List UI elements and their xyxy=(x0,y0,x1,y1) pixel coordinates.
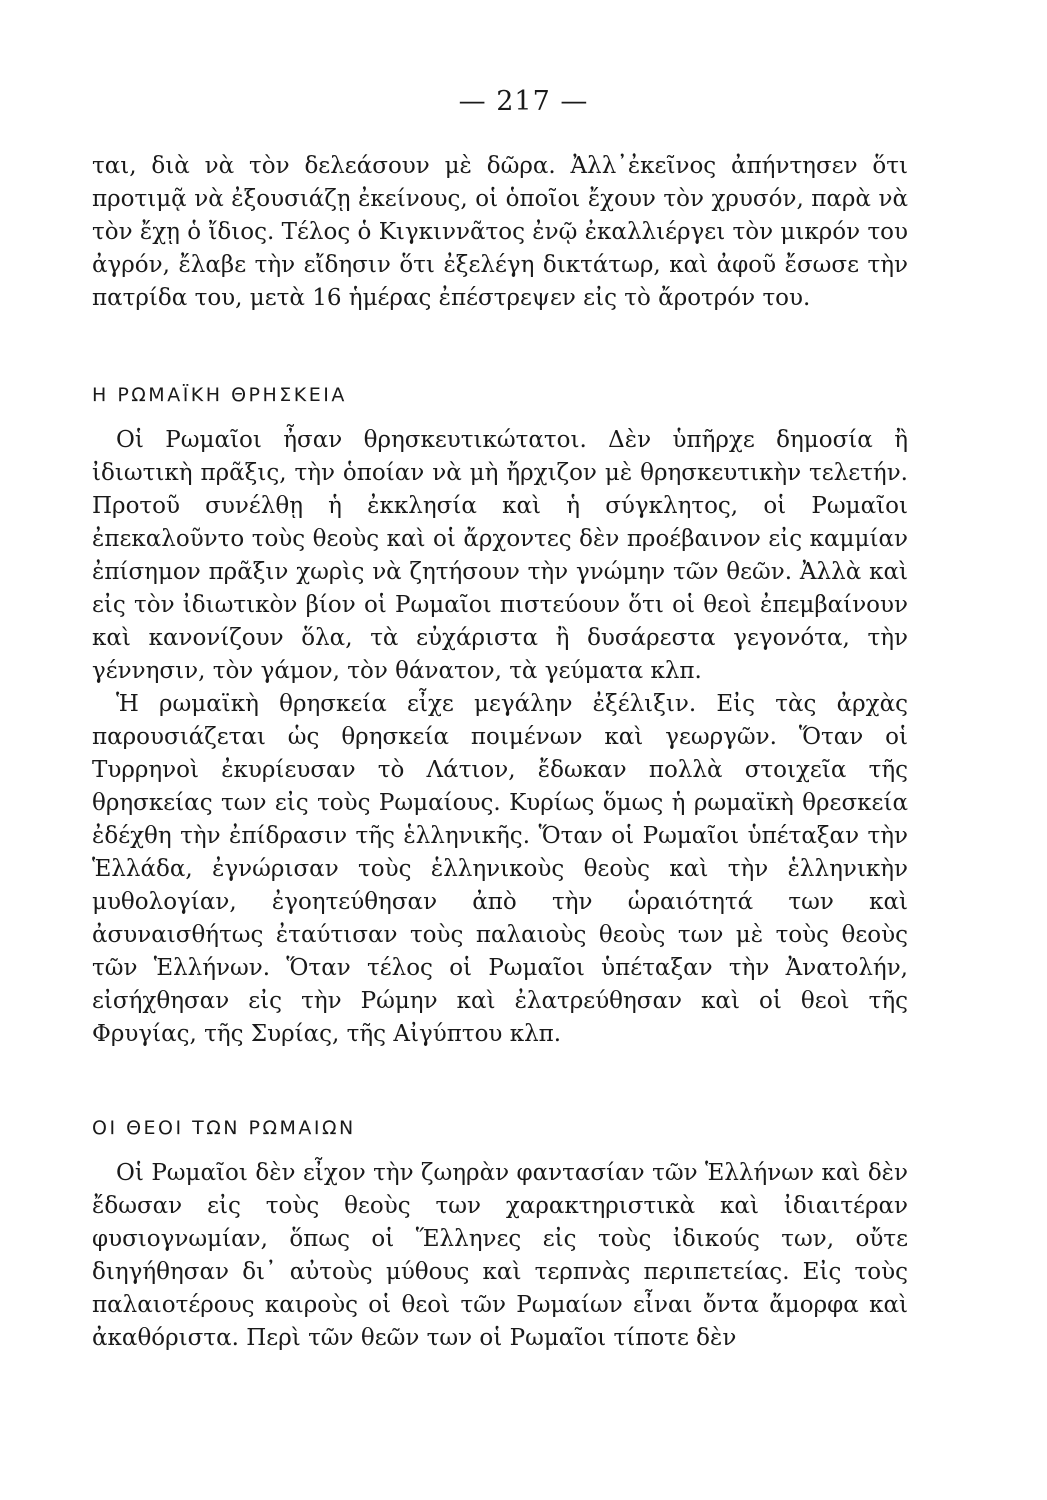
page-number: — 217 — xyxy=(458,86,589,117)
section-heading-roman-religion: Η ΡΩΜΑΪΚΗ ΘΡΗΣΚΕΙΑ xyxy=(92,384,347,406)
section-roman-gods xyxy=(92,1157,908,1355)
paragraph: ται, διὰ νὰ τὸν δελεάσουν μὲ δῶρα. Ἀλλ᾿ἐκεῖνος ἀπήντησεν ὅτι προτιμᾷ νὰ ἐξουσιάζῃ ἐκείνους, οἱ ὁποῖοι ἔχουν τὸν χρυσόν, παρὰ νὰ τὸν ἔχῃ ὁ ἴδιος. Τέλος ὁ Κιγκιννᾶτος ἐνῷ ἐκαλλιέργει τὸν μικρόν του ἀγρόν, ἔλαβε τὴν εἴδησιν ὅτι ἐξελέγη δικτάτωρ, καὶ ἀφοῦ ἔσωσε τὴν πατρίδα του, μετὰ 16 ἡμέρας ἐπέστρεψεν εἰς τὸ ἄροτρόν του. xyxy=(92,153,908,311)
section-heading-roman-gods: ΟΙ ΘΕΟΙ ΤΩΝ ΡΩΜΑΙΩΝ xyxy=(92,1117,356,1139)
section-intro xyxy=(92,150,908,315)
paragraph: Οἱ Ρωμαῖοι ἦσαν θρησκευτικώτατοι. Δὲν ὑπῆρχε δημοσία ἢ ἰδιωτικὴ πρᾶξις, τὴν ὁποίαν νὰ μὴ ἤρχιζον μὲ θρησκευτικὴν τελετήν. Προτοῦ συνέλθῃ ἡ ἐκκλησία καὶ ἡ σύγκλητος, οἱ Ρωμαῖοι ἐπεκαλοῦντο τοὺς θεοὺς καὶ οἱ ἄρχοντες δὲν προέβαινον εἰς καμμίαν ἐπίσημον πρᾶξιν χωρὶς νὰ ζητήσουν τὴν γνώμην τῶν θεῶν. Ἀλλὰ καὶ εἰς τὸν ἰδιωτικὸν βίον οἱ Ρωμαῖοι πιστεύουν ὅτι οἱ θεοὶ ἐπεμβαίνουν καὶ κανονίζουν ὅλα, τὰ εὐχάριστα ἢ δυσάρεστα γεγονότα, τὴν γέννησιν, τὸν γάμον, τὸν θάνατον, τὰ γεύματα κλπ. xyxy=(92,427,908,684)
paragraph: Οἱ Ρωμαῖοι δὲν εἶχον τὴν ζωηρὰν φαντασίαν τῶν Ἑλλήνων καὶ δὲν ἔδωσαν εἰς τοὺς θεοὺς των χαρακτηριστικὰ καὶ ἰδιαιτέραν φυσιογνωμίαν, ὅπως οἱ Ἕλληνες εἰς τοὺς ἰδικούς των, οὔτε διηγήθησαν δι᾿ αὐτοὺς μύθους καὶ τερπνὰς περιπετείας. Εἰς τοὺς παλαιοτέρους καιροὺς οἱ θεοὶ τῶν Ρωμαίων εἶναι ὄντα ἄμορφα καὶ ἀκαθόριστα. Περὶ τῶν θεῶν των οἱ Ρωμαῖοι τίποτε δὲν xyxy=(92,1160,908,1351)
section-roman-religion xyxy=(92,424,908,1051)
paragraph: Ἡ ρωμαϊκὴ θρησκεία εἶχε μεγάλην ἐξέλιξιν. Εἰς τὰς ἀρχὰς παρουσιάζεται ὡς θρησκεία ποιμένων καὶ γεωργῶν. Ὅταν οἱ Τυρρηνοὶ ἐκυρίευσαν τὸ Λάτιον, ἔδωκαν πολλὰ στοιχεῖα τῆς θρησκείας των εἰς τοὺς Ρωμαίους. Κυρίως ὅμως ἡ ρωμαϊκὴ θρεσκεία ἐδέχθη τὴν ἐπίδρασιν τῆς ἑλληνικῆς. Ὅταν οἱ Ρωμαῖοι ὑπέταξαν τὴν Ἑλλάδα, ἐγνώρισαν τοὺς ἑλληνικοὺς θεοὺς καὶ τὴν ἑλληνικὴν μυθολογίαν, ἐγοητεύθησαν ἀπὸ τὴν ὡραιότητά των καὶ ἀσυναισθήτως ἐταύτισαν τοὺς παλαιοὺς θεοὺς των μὲ τοὺς θεοὺς τῶν Ἑλλήνων. Ὅταν τέλος οἱ Ρωμαῖοι ὑπέταξαν τὴν Ἀνατολήν, εἰσήχθησαν εἰς τὴν Ρώμην καὶ ἐλατρεύθησαν καὶ οἱ θεοὶ τῆς Φρυγίας, τῆς Συρίας, τῆς Αἰγύπτου κλπ. xyxy=(92,691,908,1047)
